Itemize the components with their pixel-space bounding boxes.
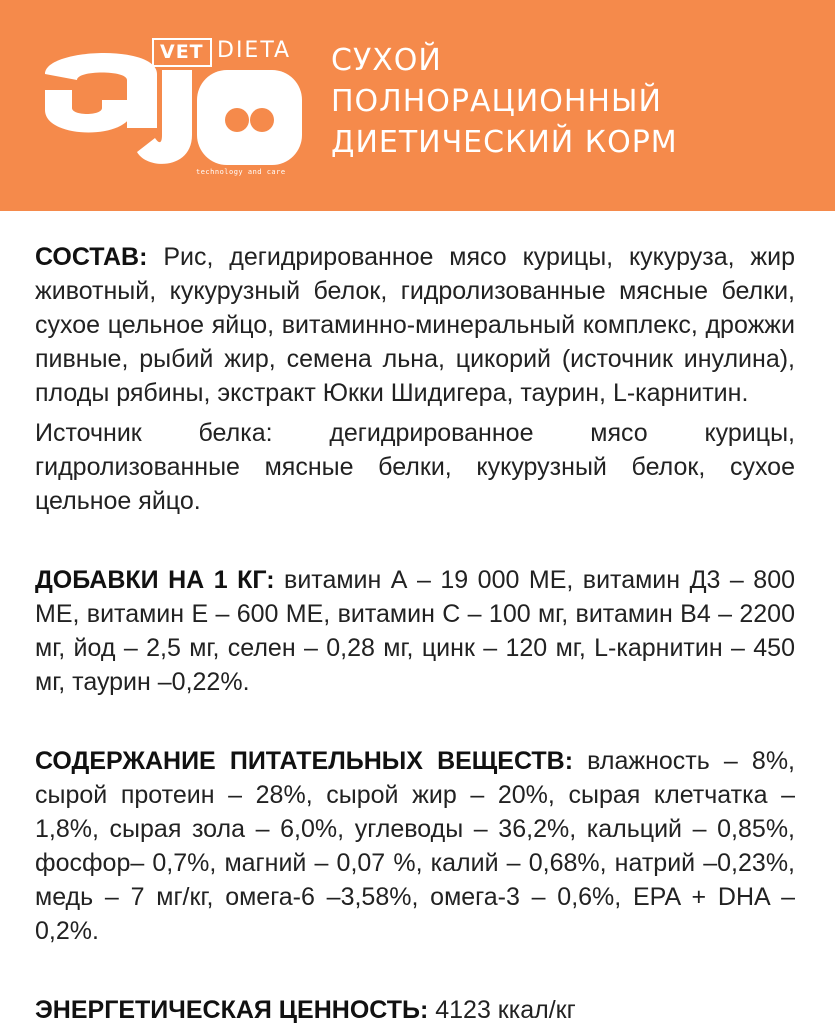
product-title xyxy=(331,40,678,163)
energy-value: 4123 ккал/кг xyxy=(435,996,576,1024)
nutrients-paragraph xyxy=(35,744,795,948)
energy-label: ЭНЕРГЕТИЧЕСКАЯ ЦЕННОСТЬ: xyxy=(35,996,429,1024)
title-line-1: СУХОЙ xyxy=(331,43,442,78)
title-line-2: ПОЛНОРАЦИОННЫЙ xyxy=(331,84,662,119)
header-banner xyxy=(0,0,835,211)
composition-label: СОСТАВ: xyxy=(35,243,148,271)
title-line-3: ДИЕТИЧЕСКИЙ КОРМ xyxy=(331,125,678,160)
nutrients-label: СОДЕРЖАНИЕ ПИТАТЕЛЬНЫХ ВЕЩЕСТВ: xyxy=(35,747,574,775)
composition-text: Рис, дегидрированное мясо курицы, кукуруза, жир животный, кукурузный белок, гидролизованные мясные белки, сухое цельное яйцо, витаминно-минеральный комплекс, дрожжи пивные, рыбий жир, семена льна, цикорий (источник инулина), плоды рябины, экстракт Юкки Шидигера, таурин, L-карнитин. xyxy=(35,243,796,407)
composition-paragraph xyxy=(35,240,795,410)
additives-text: витамин А – 19 000 МЕ, витамин Д3 – 800 МЕ, витамин Е – 600 МЕ, витамин С – 100 мг, витамин В4 – 2200 мг, йод – 2,5 мг, селен – 0,28 мг, цинк – 120 мг, L-карнитин – 450 мг, таурин –0,22%. xyxy=(35,566,796,696)
nutrients-text: влажность – 8%, сырой протеин – 28%, сырой жир – 20%, сырая клетчатка – 1,8%, сырая зола – 6,0%, углеводы – 36,2%, кальций – 0,85%, фосфор– 0,7%, магний – 0,07 %, калий – 0,68%, натрий –0,23%, медь – 7 мг/кг, омега-6 –3,58%, омега-3 – 0,6%, EPA + DHA – 0,2%. xyxy=(35,747,796,945)
additives-paragraph xyxy=(35,563,795,699)
brand-tagline: technology and care xyxy=(196,168,286,176)
additives-label: ДОБАВКИ НА 1 КГ: xyxy=(35,566,275,594)
dieta-label: DIETA xyxy=(217,38,292,63)
product-info xyxy=(35,240,795,1027)
energy-paragraph xyxy=(35,993,795,1027)
protein-source-paragraph: Источник белка: дегидрированное мясо курицы, гидролизованные мясные белки, кукурузный белок, сухое цельное яйцо. xyxy=(35,419,795,515)
vet-badge: VET xyxy=(152,38,212,67)
